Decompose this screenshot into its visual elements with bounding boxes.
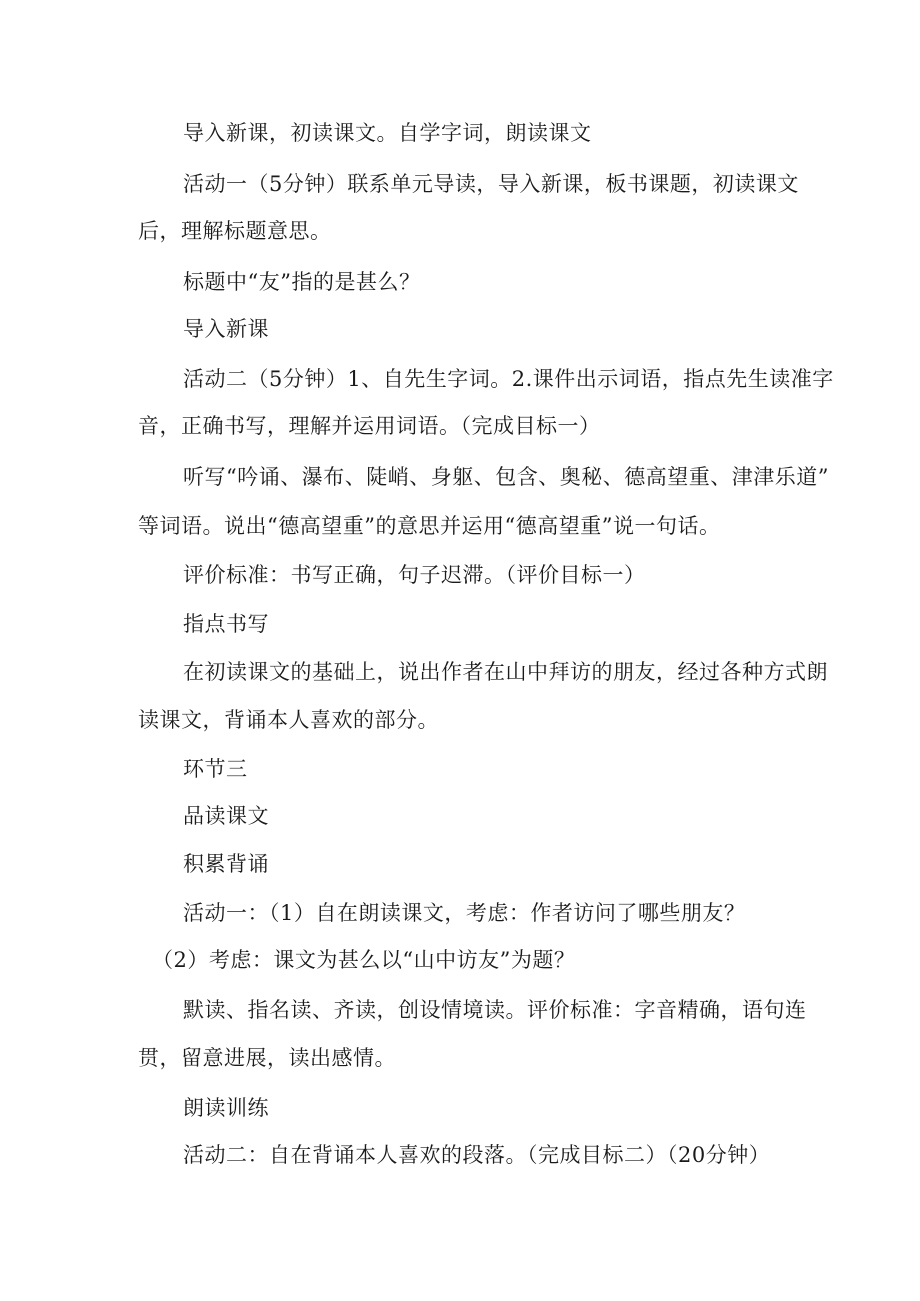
- text-line: 活动一（5分钟）联系单元导读，导入新课，板书课题，初读课文: [183, 172, 799, 196]
- text-line: 读课文，背诵本人喜欢的部分。: [138, 708, 439, 732]
- text-line: 导入新课，初读课文。自学字词，朗读课文: [183, 121, 592, 145]
- text-line: 后，理解标题意思。: [138, 219, 332, 243]
- text-line: 朗读训练: [183, 1096, 269, 1120]
- text-line: 默读、指名读、齐读，创设情境读。评价标准：字音精确，语句连: [183, 998, 807, 1022]
- text-line: 贯，留意进展，读出感情。: [138, 1046, 396, 1070]
- text-line: 品读课文: [183, 804, 269, 828]
- text-line: 活动二：自在背诵本人喜欢的段落。（完成目标二）（20分钟）: [183, 1143, 771, 1167]
- text-line: 导入新课: [183, 317, 269, 341]
- text-line: 评价标准：书写正确，句子迟滞。（评价目标一）: [183, 563, 646, 587]
- text-line: 等词语。说出“德高望重”的意思并运用“德高望重”说一句话。: [138, 514, 721, 538]
- text-line: 在初读课文的基础上，说出作者在山中拜访的朋友，经过各种方式朗: [183, 660, 828, 684]
- text-line: 积累背诵: [183, 852, 269, 876]
- text-line: （2）考虑：课文为甚么以“山中访友”为题？: [152, 948, 576, 972]
- text-line: 听写“吟诵、瀑布、陡峭、身躯、包含、奥秘、德高望重、津津乐道”: [183, 465, 829, 489]
- text-line: 环节三: [183, 757, 248, 781]
- text-line: 活动一：（1）自在朗读课文，考虑：作者访问了哪些朋友？: [183, 901, 746, 925]
- text-line: 音，正确书写，理解并运用词语。（完成目标一）: [138, 414, 601, 438]
- text-line: 指点书写: [183, 612, 269, 636]
- text-line: 标题中“友”指的是甚么？: [183, 270, 421, 294]
- text-line: 活动二（5分钟）1、自先生字词。2.课件出示词语，指点先生读准字: [183, 367, 834, 391]
